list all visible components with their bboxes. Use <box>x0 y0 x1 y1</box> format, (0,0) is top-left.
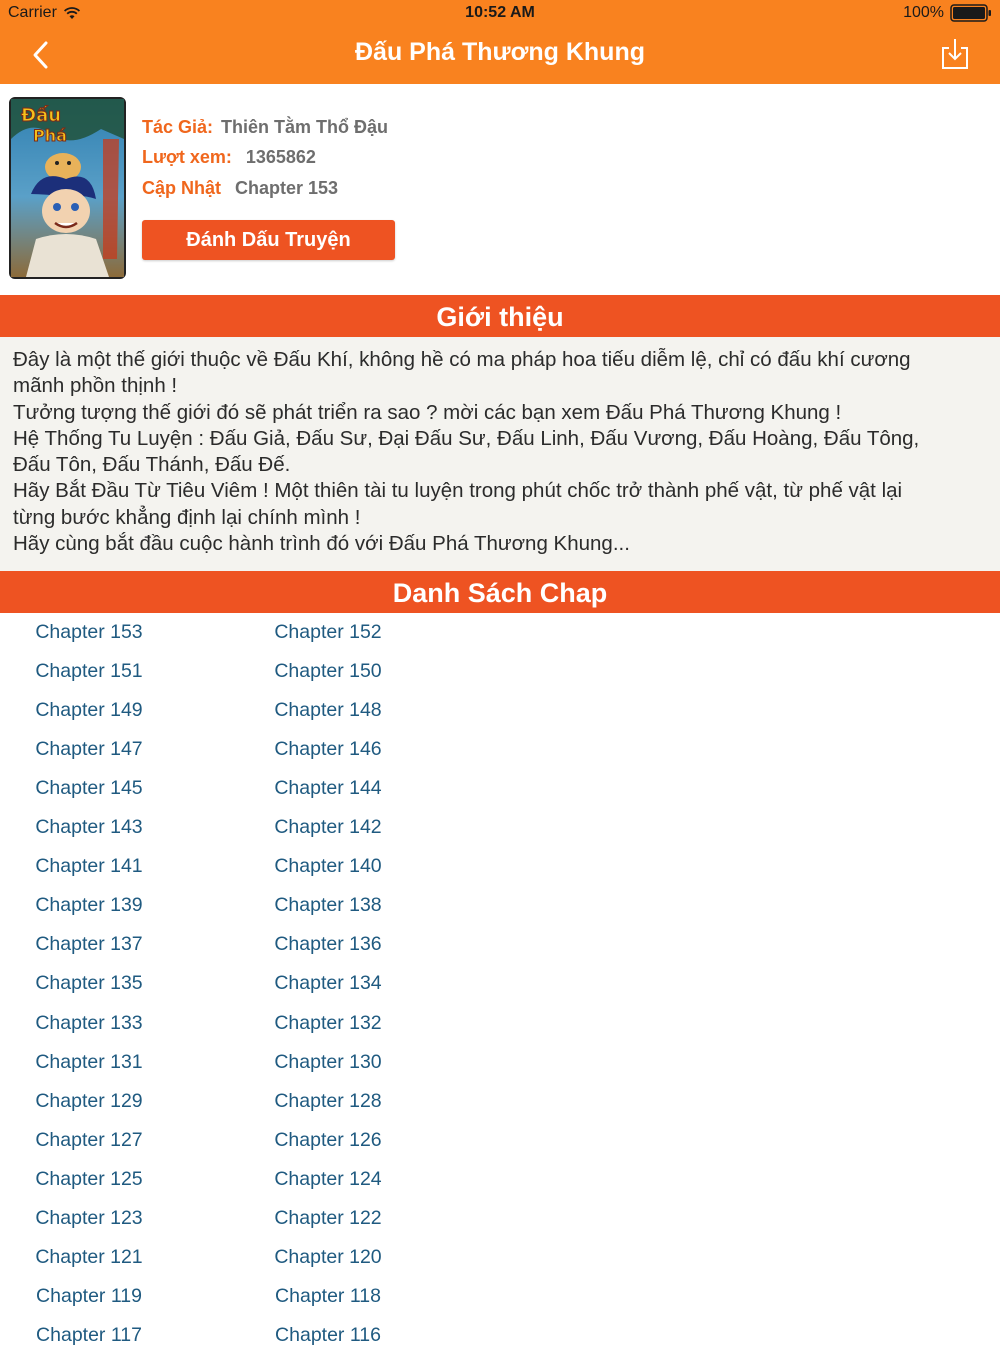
chapter-item[interactable]: Chapter 147 <box>35 738 143 761</box>
author-row <box>142 117 388 138</box>
updated-label: Cập Nhật <box>142 178 222 198</box>
bookmark-button[interactable]: Đánh Dấu Truyện <box>142 220 395 260</box>
author-value: Thiên Tằm Thổ Đậu <box>221 117 389 137</box>
navigation-bar <box>0 28 1000 84</box>
updated-value: Chapter 153 <box>235 178 339 198</box>
chapter-item[interactable]: Chapter 128 <box>274 1089 382 1112</box>
chapter-item[interactable]: Chapter 152 <box>274 621 382 643</box>
cover-image[interactable] <box>9 97 126 279</box>
intro-body <box>0 337 1000 571</box>
chapter-item[interactable]: Chapter 119 <box>36 1284 142 1307</box>
chapter-item[interactable]: Chapter 120 <box>274 1245 382 1268</box>
chapter-item[interactable]: Chapter 143 <box>35 816 143 839</box>
chapter-item[interactable]: Chapter 121 <box>35 1245 143 1268</box>
chapter-item[interactable]: Chapter 150 <box>274 660 382 683</box>
chapter-item[interactable]: Chapter 124 <box>274 1167 382 1190</box>
status-time: 10:52 AM <box>465 4 535 21</box>
intro-line: Hãy cùng bắt đầu cuộc hành trình đó với Đấu Phá Thương Khung... <box>13 532 630 556</box>
intro-line: mãnh phồn thịnh ! <box>13 374 178 398</box>
intro-line: Hãy Bắt Đầu Từ Tiêu Viêm ! Một thiên tài tu luyện trong phút chốc trở thành phế vật, từ phế vật lại <box>13 479 903 503</box>
chapter-item[interactable]: Chapter 126 <box>274 1128 382 1151</box>
battery-percent: 100% <box>903 4 944 21</box>
chapter-item[interactable]: Chapter 127 <box>35 1128 143 1151</box>
cover-art <box>11 99 124 277</box>
chapter-item[interactable]: Chapter 131 <box>35 1050 143 1073</box>
chapter-item[interactable]: Chapter 118 <box>275 1284 381 1307</box>
chapter-item[interactable]: Chapter 129 <box>35 1089 143 1112</box>
chapter-item[interactable]: Chapter 132 <box>274 1011 382 1034</box>
intro-line: từng bước khẳng định lại chính mình ! <box>13 505 361 529</box>
views-value: 1365862 <box>245 147 316 167</box>
svg-text:Đấu: Đấu <box>21 105 62 126</box>
chapter-list-header: Danh Sách Chap <box>0 571 1000 613</box>
status-right <box>903 4 992 22</box>
chapter-list[interactable] <box>0 613 1000 1346</box>
chapter-item[interactable]: Chapter 141 <box>35 855 143 878</box>
chapter-item[interactable]: Chapter 122 <box>274 1206 382 1229</box>
svg-text:Phá: Phá <box>33 126 67 145</box>
chapter-item[interactable]: Chapter 123 <box>35 1206 143 1229</box>
chapter-item[interactable]: Chapter 130 <box>274 1050 382 1073</box>
download-icon <box>938 36 972 74</box>
intro-line: Đấu Tôn, Đấu Thánh, Đấu Đế. <box>13 453 291 477</box>
carrier-label: Carrier <box>8 4 57 21</box>
chapter-item[interactable]: Chapter 136 <box>274 933 382 956</box>
chapter-item[interactable]: Chapter 153 <box>35 621 143 643</box>
intro-line: Đây là một thế giới thuộc về Đấu Khí, không hề có ma pháp hoa tiếu diễm lệ, chỉ có đấu khí cương <box>13 348 911 371</box>
chapter-item[interactable]: Chapter 145 <box>35 777 143 800</box>
chapter-item[interactable]: Chapter 116 <box>275 1323 381 1346</box>
chapter-item[interactable]: Chapter 138 <box>274 894 382 917</box>
chapter-item[interactable]: Chapter 148 <box>274 699 382 722</box>
intro-line: Hệ Thống Tu Luyện : Đấu Giả, Đấu Sư, Đại Đấu Sư, Đấu Linh, Đấu Vương, Đấu Hoàng, Đấu Tông, <box>13 426 920 450</box>
chapter-item[interactable]: Chapter 151 <box>35 660 143 683</box>
views-row <box>142 147 316 168</box>
status-bar <box>0 0 1000 28</box>
chapter-item[interactable]: Chapter 133 <box>35 1011 143 1034</box>
updated-row <box>142 178 338 199</box>
chapter-item[interactable]: Chapter 117 <box>36 1323 142 1346</box>
author-label: Tác Giả: <box>142 117 214 137</box>
chapter-item[interactable]: Chapter 137 <box>35 933 143 956</box>
page-title: Đấu Phá Thương Khung <box>354 38 645 66</box>
battery-icon <box>950 4 992 22</box>
chapter-item[interactable]: Chapter 140 <box>274 855 382 878</box>
chapter-item[interactable]: Chapter 144 <box>274 777 382 800</box>
chapter-item[interactable]: Chapter 134 <box>274 972 382 995</box>
intro-header: Giới thiệu <box>0 295 1000 337</box>
download-button[interactable] <box>938 36 972 74</box>
chapter-item[interactable]: Chapter 135 <box>35 972 143 995</box>
views-label: Lượt xem: <box>142 147 232 167</box>
chapter-item[interactable]: Chapter 139 <box>35 894 143 917</box>
chapter-item[interactable]: Chapter 149 <box>35 699 143 722</box>
intro-line: Tưởng tượng thế giới đó sẽ phát triển ra sao ? mời các bạn xem Đấu Phá Thương Khung ! <box>13 400 842 424</box>
chapter-item[interactable]: Chapter 146 <box>274 738 382 761</box>
chapter-item[interactable]: Chapter 142 <box>274 816 382 839</box>
chapter-item[interactable]: Chapter 125 <box>35 1167 143 1190</box>
comic-info <box>0 84 1000 294</box>
